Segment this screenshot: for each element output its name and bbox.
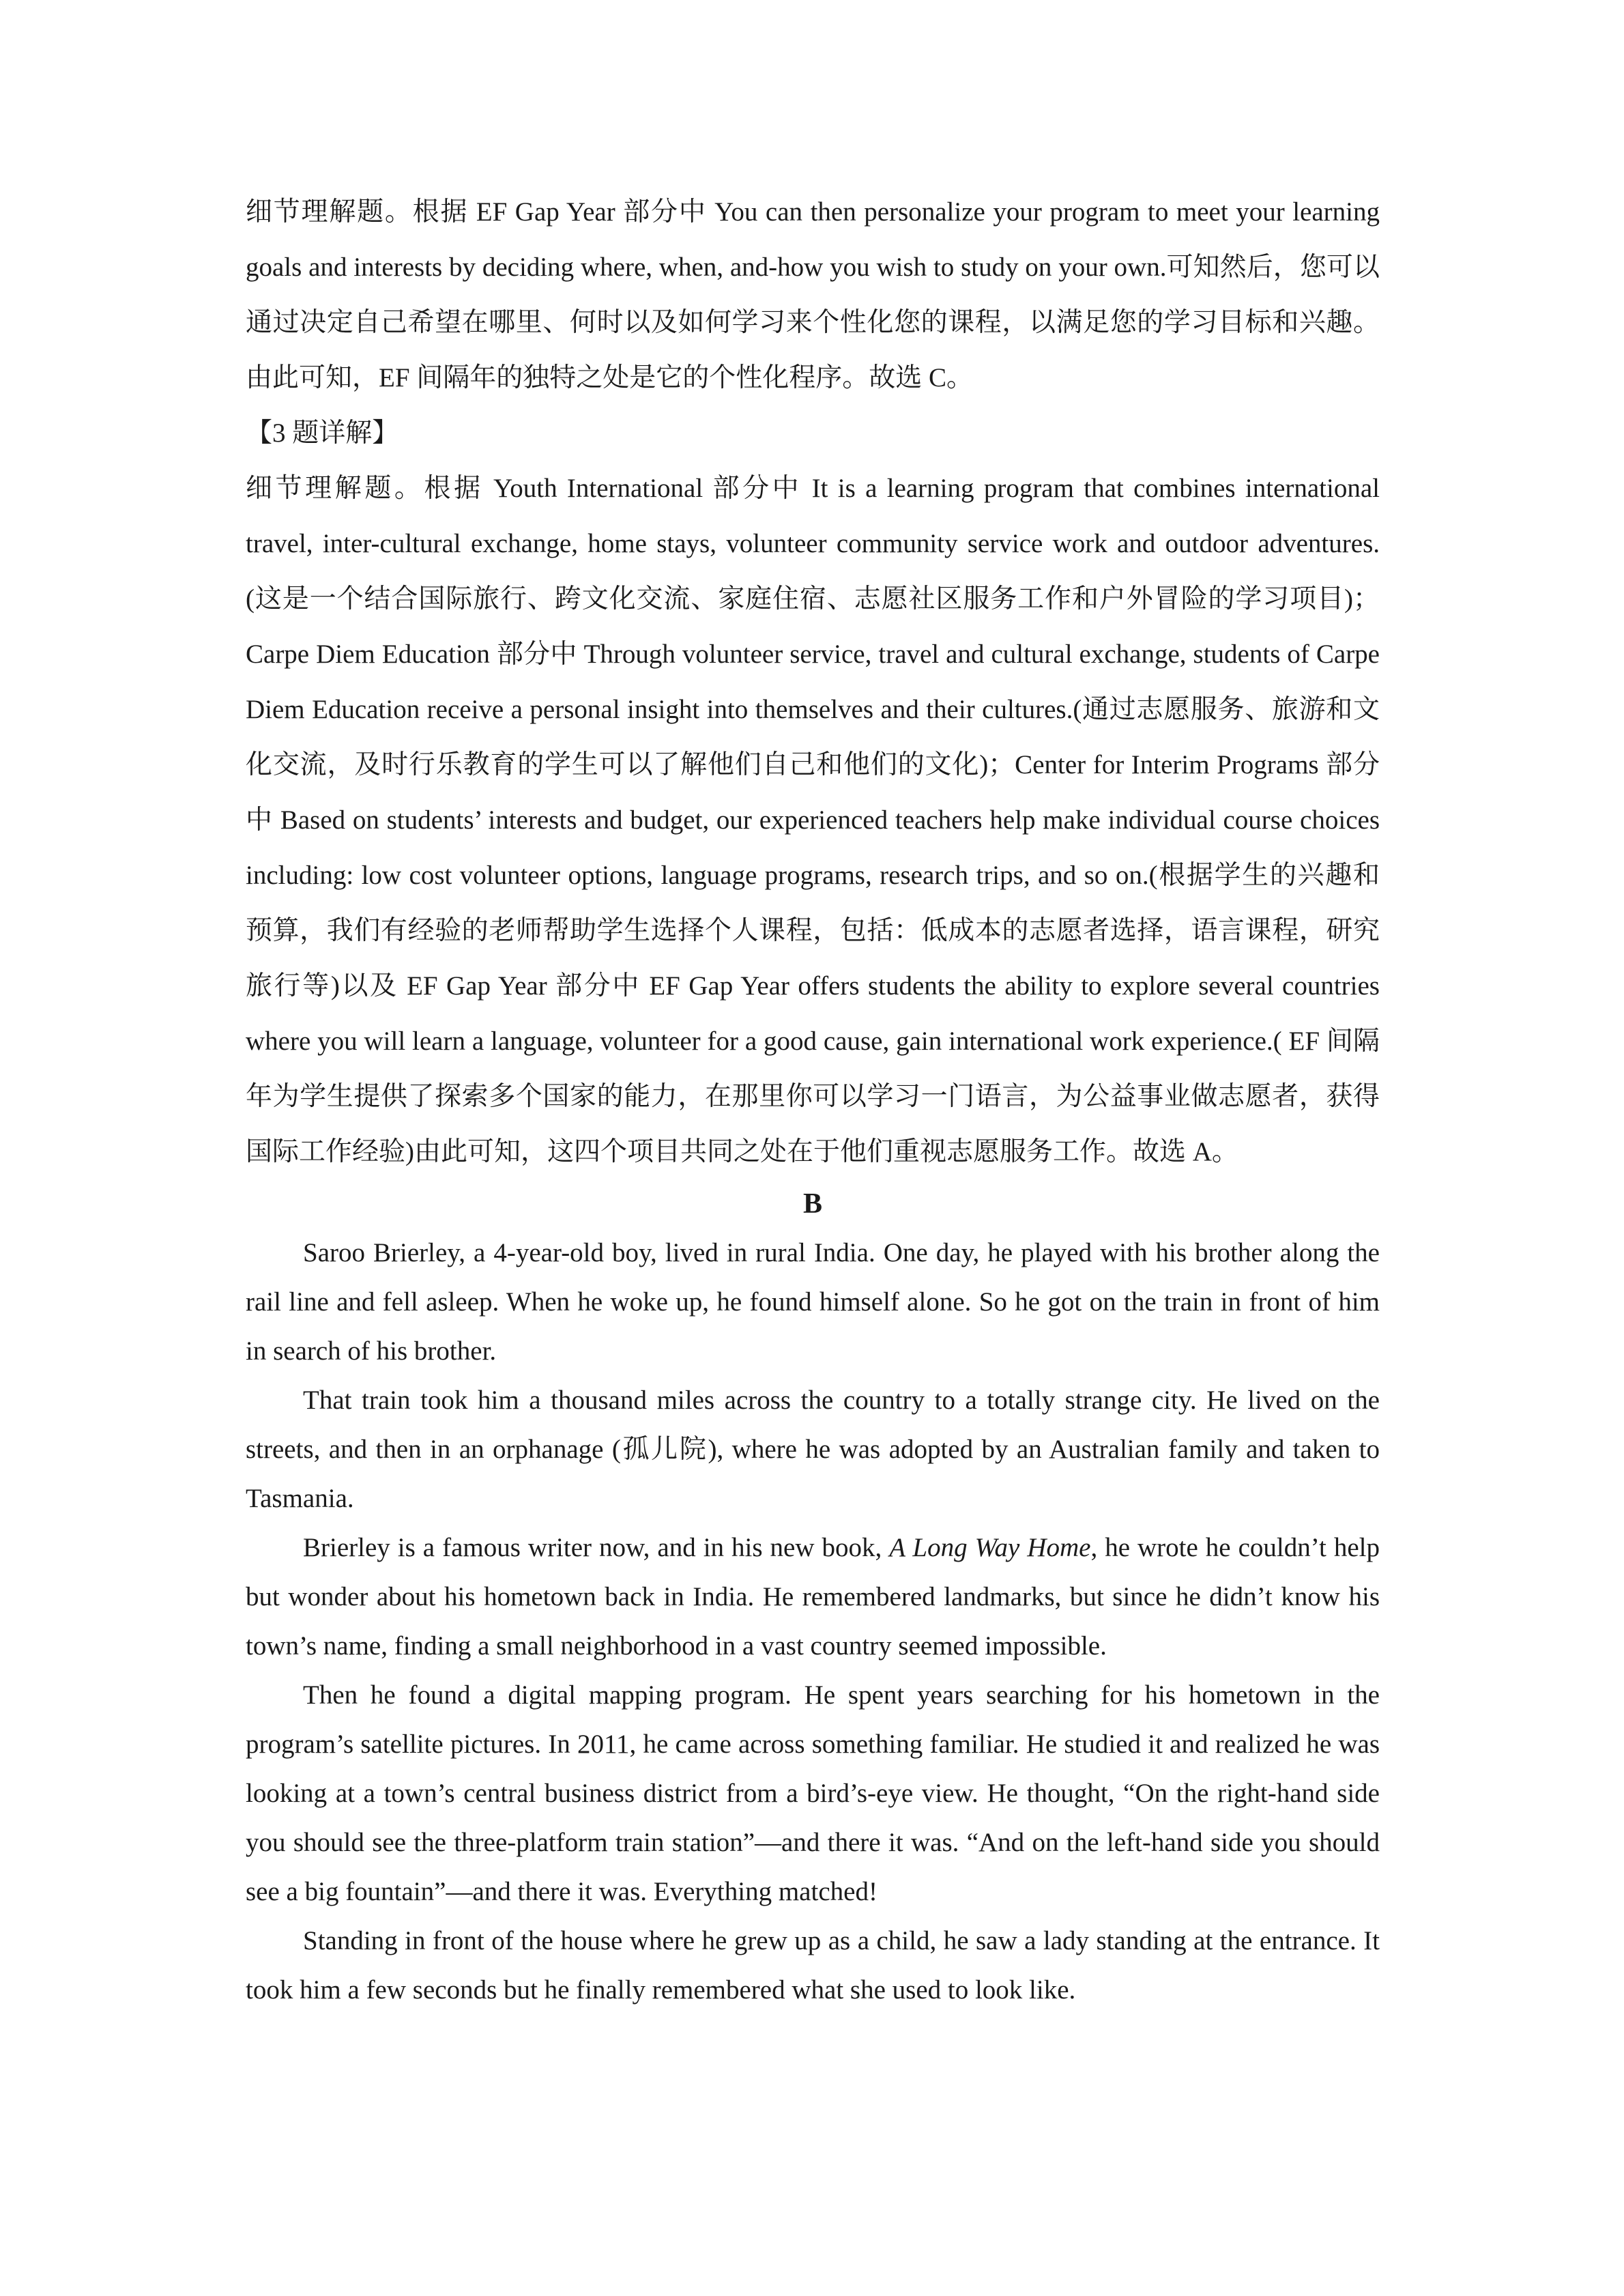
question-3-heading: 【3 题详解】 [246, 418, 399, 448]
story-paragraph-2: That train took him a thousand miles across the country to a totally strange city. He lived on the streets, and then in an orphanage (孤儿院), where he was adopted by an Australian family and taken to Tasmania. [246, 1386, 1380, 1513]
story-paragraph-1: Saroo Brierley, a 4-year-old boy, lived in rural India. One day, he played with his brother along the rail line and fell asleep. When he woke up, he found himself alone. So he got on the train in front of him in search of his brother. [246, 1238, 1380, 1366]
document-page [246, 184, 1380, 2015]
book-title: A Long Way Home [889, 1533, 1091, 1562]
story-paragraph-5: Standing in front of the house where he grew up as a child, he saw a lady standing at the entrance. It took him a few seconds but he finally remembered what she used to look like. [246, 1926, 1380, 2005]
story-paragraph-3-lead: Brierley is a famous writer now, and in his new book, [303, 1533, 890, 1562]
explanation-q2-text: 细节理解题。根据 EF Gap Year 部分中 You can then personalize your program to meet your learning goals and interests by deciding where, when, and-how you wish to study on your own.可知然后，您可以通过决定自己希望在哪里、何时以及如何学习来个性化您的课程，以满足您的学习目标和兴趣。由此可知，EF 间隔年的独特之处是它的个性化程序。故选 C。 [246, 197, 1380, 392]
section-b-title: B [802, 1188, 822, 1220]
explanation-q3-text: 细节理解题。根据 Youth International 部分中 It is a learning program that combines international travel, inter-cultural exchange, home stays, volunteer community service work and outdoor adventures.(这是一个结合国际旅行、跨文化交流、家庭住宿、志愿社区服务工作和户外冒险的学习项目)；Carpe Diem Education 部分中 Through volunteer service, travel and cultural exchange, students of Carpe Diem Education receive a personal insight into themselves and their cultures.(通过志愿服务、旅游和文化交流，及时行乐教育的学生可以了解他们自己和他们的文化)；Center for Interim Programs 部分中 Based on students’ interests and budget, our experienced teachers help make individual course choices including: low cost volunteer options, language programs, research trips, and so on.(根据学生的兴趣和预算，我们有经验的老师帮助学生选择个人课程，包括：低成本的志愿者选择，语言课程，研究旅行等)以及 EF Gap Year 部分中 EF Gap Year offers students the ability to explore several countries where you will learn a language, volunteer for a good cause, gain international work experience.( EF 间隔年为学生提供了探索多个国家的能力，在那里你可以学习一门语言，为公益事业做志愿者，获得国际工作经验)由此可知，这四个项目共同之处在于他们重视志愿服务工作。故选 A。 [246, 474, 1380, 1166]
story-paragraph-3-rest: , he wrote he couldn’t help but wonder about his hometown back in India. He remembered landmarks, but since he didn’t know his town’s name, finding a small neighborhood in a vast country seemed impossible. [246, 1533, 1380, 1661]
story-paragraph-3 [246, 1523, 1380, 1671]
story-paragraph-4: Then he found a digital mapping program. He spent years searching for his hometown in the program’s satellite pictures. In 2011, he came across something familiar. He studied it and realized he was looking at a town’s central business district from a bird’s-eye view. He thought, “On the right-hand side you should see the three-platform train station”—and there it was. “And on the left-hand side you should see a big fountain”—and there it was. Everything matched! [246, 1680, 1380, 1906]
